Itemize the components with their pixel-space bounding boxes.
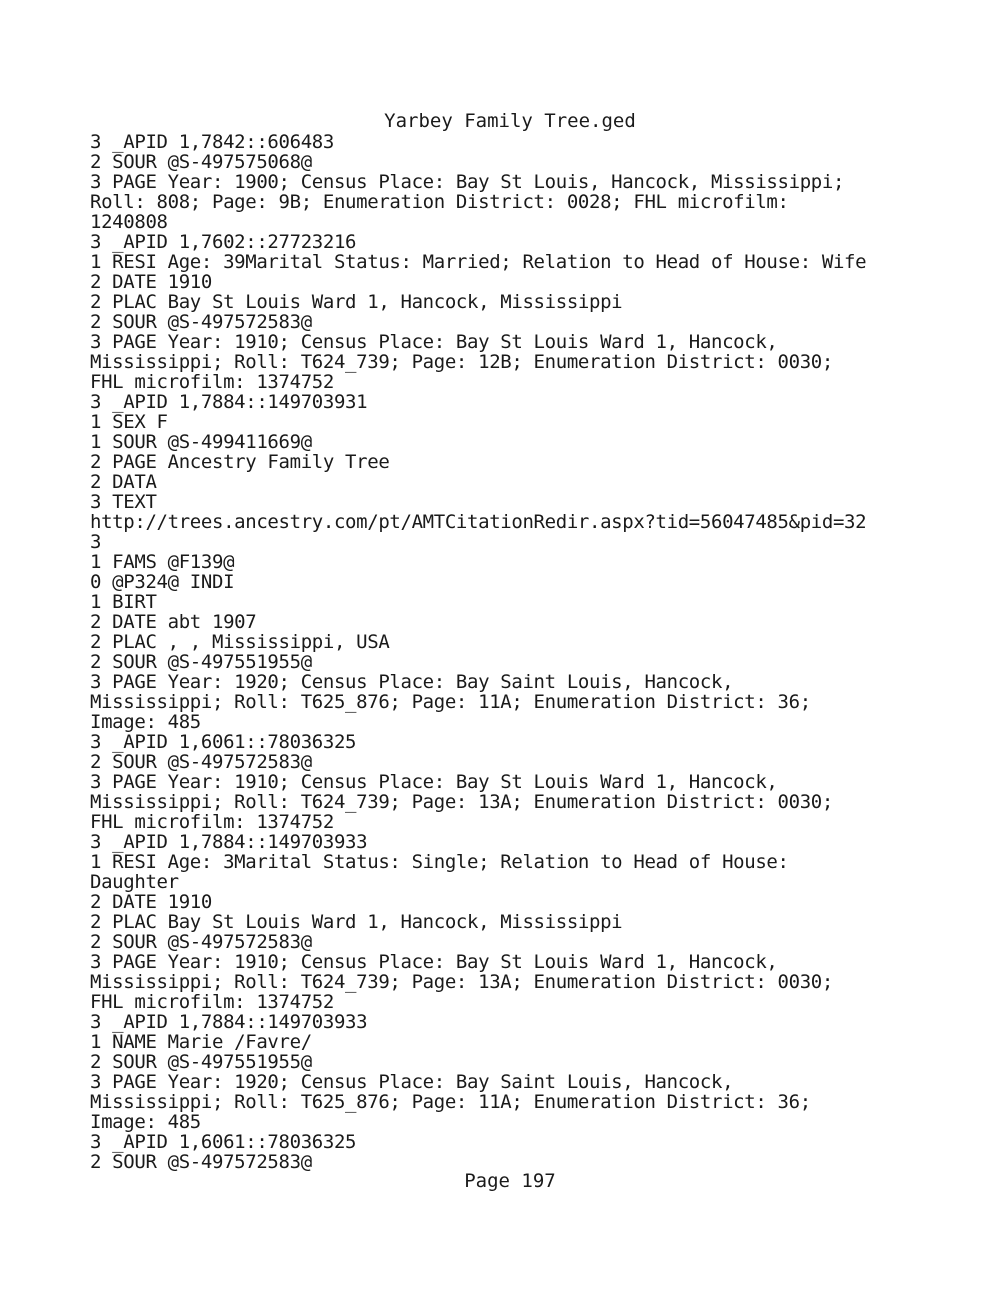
- text-line: Mississippi; Roll: T624_739; Page: 13A; Enumeration District: 0030;: [90, 971, 833, 993]
- text-line: FHL microfilm: 1374752: [90, 371, 334, 393]
- text-line: Image: 485: [90, 1111, 201, 1133]
- text-line: 2 PAGE Ancestry Family Tree: [90, 451, 390, 473]
- text-line: 3 PAGE Year: 1920; Census Place: Bay Saint Louis, Hancock,: [90, 671, 734, 693]
- page-title: Yarbey Family Tree.ged: [384, 110, 636, 132]
- text-line: 2 SOUR @S-497572583@: [90, 311, 312, 333]
- text-line: 2 SOUR @S-497572583@: [90, 1151, 312, 1173]
- text-line: 3 PAGE Year: 1900; Census Place: Bay St Louis, Hancock, Mississippi;: [90, 171, 845, 193]
- text-line: Mississippi; Roll: T624_739; Page: 12B; Enumeration District: 0030;: [90, 351, 833, 373]
- text-line: 2 SOUR @S-497572583@: [90, 931, 312, 953]
- text-line: 2 PLAC Bay St Louis Ward 1, Hancock, Mississippi: [90, 911, 623, 933]
- text-line: http://trees.ancestry.com/pt/AMTCitationRedir.aspx?tid=56047485&pid=32: [90, 511, 867, 533]
- text-line: 3 _APID 1,7602::27723216: [90, 231, 357, 253]
- text-line: 3: [90, 531, 102, 553]
- text-line: 2 SOUR @S-497551955@: [90, 1051, 312, 1073]
- text-line: 1 BIRT: [90, 591, 157, 613]
- text-line: Image: 485: [90, 711, 201, 733]
- text-line: 3 PAGE Year: 1910; Census Place: Bay St Louis Ward 1, Hancock,: [90, 331, 778, 353]
- text-line: 3 _APID 1,6061::78036325: [90, 1131, 357, 1153]
- text-line: 1 RESI Age: 39Marital Status: Married; Relation to Head of House: Wife: [90, 251, 867, 273]
- text-line: 3 PAGE Year: 1920; Census Place: Bay Saint Louis, Hancock,: [90, 1071, 734, 1093]
- text-line: 2 PLAC Bay St Louis Ward 1, Hancock, Mississippi: [90, 291, 623, 313]
- text-line: 3 _APID 1,7842::606483: [90, 131, 334, 153]
- text-line: 3 _APID 1,6061::78036325: [90, 731, 357, 753]
- text-line: Daughter: [90, 871, 179, 893]
- text-line: 1 FAMS @F139@: [90, 551, 235, 573]
- text-line: 3 TEXT: [90, 491, 157, 513]
- text-line: Mississippi; Roll: T624_739; Page: 13A; Enumeration District: 0030;: [90, 791, 833, 813]
- text-line: Roll: 808; Page: 9B; Enumeration District: 0028; FHL microfilm:: [90, 191, 789, 213]
- text-line: Mississippi; Roll: T625_876; Page: 11A; Enumeration District: 36;: [90, 1091, 811, 1113]
- text-line: 1240808: [90, 211, 168, 233]
- text-line: 3 PAGE Year: 1910; Census Place: Bay St Louis Ward 1, Hancock,: [90, 951, 778, 973]
- text-line: 1 NAME Marie /Favre/: [90, 1031, 312, 1053]
- gedcom-text-body: [90, 132, 970, 1172]
- text-line: 1 SEX F: [90, 411, 168, 433]
- text-line: 2 SOUR @S-497572583@: [90, 751, 312, 773]
- text-line: 1 SOUR @S-499411669@: [90, 431, 312, 453]
- page-number: Page 197: [464, 1170, 556, 1192]
- text-line: 3 _APID 1,7884::149703933: [90, 1011, 368, 1033]
- text-line: 2 PLAC , , Mississippi, USA: [90, 631, 390, 653]
- text-line: 2 DATE abt 1907: [90, 611, 257, 633]
- text-line: 0 @P324@ INDI: [90, 571, 235, 593]
- text-line: 3 _APID 1,7884::149703933: [90, 831, 368, 853]
- text-line: 2 DATE 1910: [90, 891, 212, 913]
- text-line: 2 SOUR @S-497575068@: [90, 151, 312, 173]
- text-line: Mississippi; Roll: T625_876; Page: 11A; Enumeration District: 36;: [90, 691, 811, 713]
- text-line: FHL microfilm: 1374752: [90, 811, 334, 833]
- text-line: 2 DATA: [90, 471, 157, 493]
- text-line: 3 _APID 1,7884::149703931: [90, 391, 368, 413]
- text-line: 2 SOUR @S-497551955@: [90, 651, 312, 673]
- text-line: 2 DATE 1910: [90, 271, 212, 293]
- text-line: 3 PAGE Year: 1910; Census Place: Bay St Louis Ward 1, Hancock,: [90, 771, 778, 793]
- text-line: FHL microfilm: 1374752: [90, 991, 334, 1013]
- text-line: 1 RESI Age: 3Marital Status: Single; Relation to Head of House:: [90, 851, 789, 873]
